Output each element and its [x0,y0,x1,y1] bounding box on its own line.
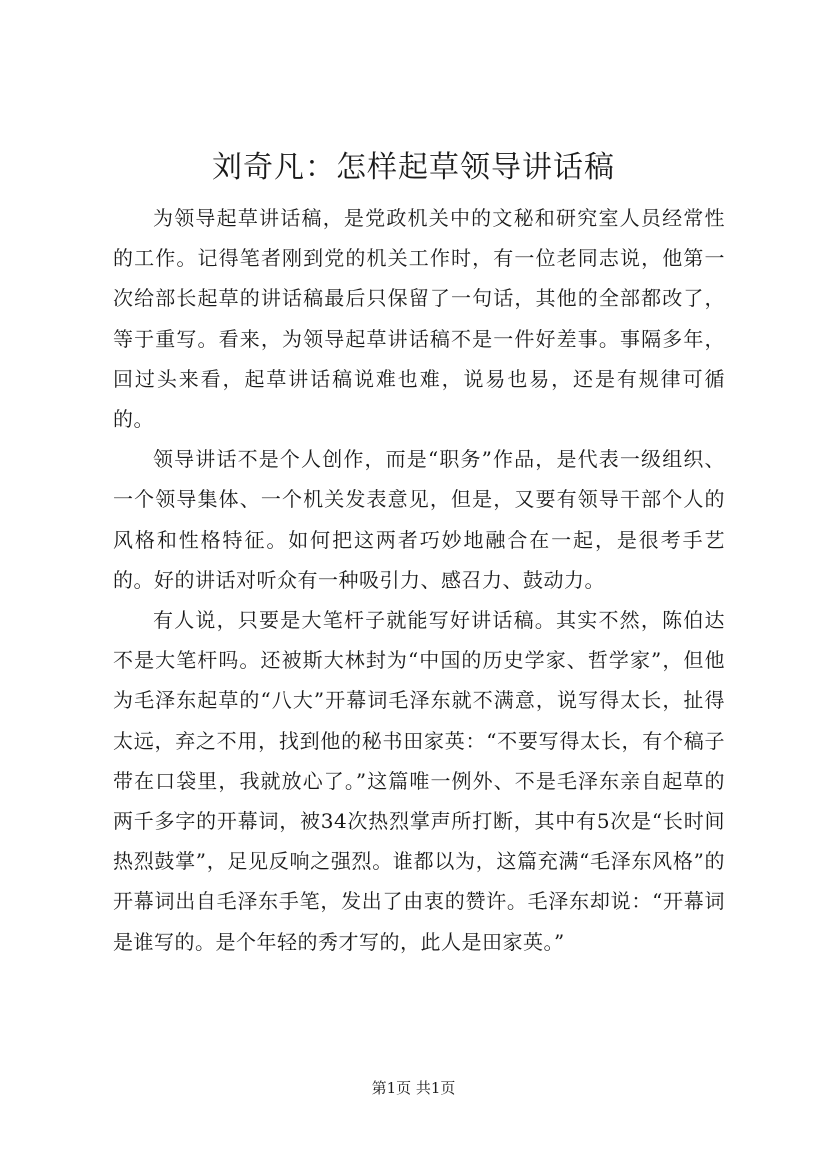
document-body [113,198,725,962]
paragraph: 为领导起草讲话稿，是党政机关中的文秘和研究室人员经常性的工作。记得笔者刚到党的机关工作时，有一位老同志说，他第一次给部长起草的讲话稿最后只保留了一句话，其他的全部都改了，等于重写。看来，为领导起草讲话稿不是一件好差事。事隔多年，回过头来看，起草讲话稿说难也难，说易也易，还是有规律可循的。 [113,206,725,432]
document-title: 刘奇凡：怎样起草领导讲话稿 [212,150,615,185]
page-footer: 第1页 共1页 [371,1079,456,1097]
paragraph: 领导讲话不是个人创作，而是“职务”作品，是代表一级组织、一个领导集体、一个机关发表意见，但是，又要有领导干部个人的风格和性格特征。如何把这两者巧妙地融合在一起，是很考手艺的。好的讲话对听众有一种吸引力、感召力、鼓动力。 [113,447,725,592]
paragraph: 有人说，只要是大笔杆子就能写好讲话稿。其实不然，陈伯达不是大笔杆吗。还被斯大林封为“中国的历史学家、哲学家”，但他为毛泽东起草的“八大”开幕词毛泽东就不满意，说写得太长，扯得太远，弃之不用，找到他的秘书田家英：“不要写得太长，有个稿子带在口袋里，我就放心了。”这篇唯一例外、不是毛泽东亲自起草的两千多字的开幕词，被34次热烈掌声所打断，其中有5次是“长时间热烈鼓掌”，足见反响之强烈。谁都以为，这篇充满“毛泽东风格”的开幕词出自毛泽东手笔，发出了由衷的赞许。毛泽东却说：“开幕词是谁写的。是个年轻的秀才写的，此人是田家英。” [113,608,725,954]
